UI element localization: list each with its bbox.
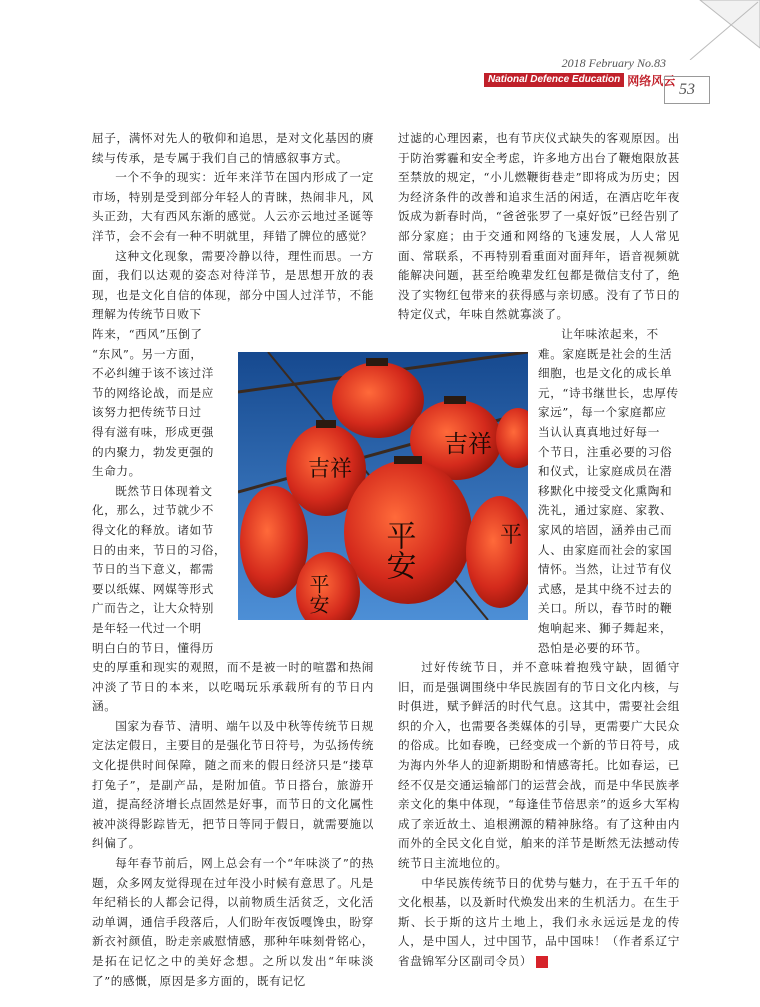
paragraph: 这种文化现象，需要冷静以待，理性而思。一方面，我们以达观的姿态对待洋节，是思想开放的表现，也是文化自信的体现，部分中国人过洋节，不能理解为传统节日败下 xyxy=(92,248,374,322)
lantern-text: 吉祥 xyxy=(444,430,492,458)
text-line: 细胞，也是文化的成长单 xyxy=(538,366,673,381)
author-note: （作者系辽宁省盘锦军分区副司令员） xyxy=(398,934,680,968)
text-line: 和仪式，让家庭成员在潜 xyxy=(538,464,673,479)
text-line: 关口。所以，春节时的鞭 xyxy=(538,601,673,616)
text-line: 家风的培固，涵养由己而 xyxy=(538,522,673,537)
text-line: 节日的当下意义，都需 xyxy=(92,562,214,577)
right-column-bottom xyxy=(398,658,680,972)
paragraph: 史的厚重和现实的观照，而不是被一时的喧嚣和热闹冲淡了节日的本来，以吃喝玩乐承载所有的节日内涵。 xyxy=(92,660,374,714)
text-line: 人、由家庭而社会的家国 xyxy=(538,542,673,557)
end-mark: G xyxy=(536,956,548,968)
left-wrap-text xyxy=(92,325,232,658)
left-column-bottom xyxy=(92,658,374,991)
text-line: 恐怕是必要的环节。 xyxy=(538,640,648,655)
right-column-top xyxy=(398,129,680,325)
text-line: 日的由来，节日的习俗， xyxy=(92,542,227,557)
paragraph: 每年春节前后，网上总会有一个“年味淡了”的热题，众多网友觉得现在过年没小时候有意思了。凡是年纪稍长的人都会记得，以前物质生活贫乏，文化活动单调，通信手段落后，人们盼年夜饭嘎馋虫，盼穿新衣衬颜值，盼走亲戚慰情感，那种年味刻骨铭心，是拓在记忆之中的美好念想。之所以发出“年味淡了”的感慨，原因是多方面的，既有记忆 xyxy=(92,855,374,988)
lantern-text: 平 xyxy=(500,523,523,548)
text-line: 的内聚力，勃发更强的 xyxy=(92,444,214,459)
text-line: 既然节日体现着文 xyxy=(115,483,213,498)
text-line: 式感，是其中绕不过去的 xyxy=(538,581,673,596)
paragraph: 国家为春节、清明、端午以及中秋等传统节日规定法定假日，主要目的是强化节日符号，为弘扬传统文化提供时间保障，随之而来的假日经济只是“搂草打兔子”，是副产品，是附加值。节日搭台，旅游开道，提高经济增长点固然是好事，而节日的文化属性被冲淡得影踪皆无，把节日等同于假日，就需要施以纠偏了。 xyxy=(92,718,374,851)
text-line: 明白白的节日，懂得历 xyxy=(92,640,214,655)
lanterns-photo xyxy=(238,352,528,620)
text-line: 是年轻一代过一个明 xyxy=(92,620,202,635)
text-line: 要以纸媒、网媒等形式 xyxy=(92,581,214,596)
paragraph: 过滤的心理因素，也有节庆仪式缺失的客观原因。出于防治雾霾和安全考虑，许多地方出台了鞭炮限放甚至禁放的规定，“小儿燃鞭街巷走”即将成为历史；因为经济条件的改善和追求生活的闲适，在酒店吃年夜饭成为新春时尚，“爸爸张罗了一桌好饭”已经告别了部分家庭；由于交通和网络的飞速发展，人人常见面、常联系，不再特别看重面对面拜年，语音视频就能解决问题，甚至给晚辈发红包都是微信支付了，绝没了实物红包带来的获得感与亲切感。没有了节日的特定仪式，年味自然就寡淡了。 xyxy=(398,131,680,322)
paragraph: 过好传统节日，并不意味着抱残守缺，固循守旧，而是强调围绕中华民族固有的节日文化内核，与时俱进，赋予鲜活的时代气息。这其中，需要社会组织的介入，也需要各类媒体的引导，更需要广大民众的俗成。比如春晚，已经变成一个新的节日符号，成为海内外华人的迎新期盼和情感寄托。比如春运，已经不仅是交通运输部门的运营会战，而是中华民族孝亲文化的集中体现，“每逢佳节倍思亲”的返乡大军构成了亲近故土、追根溯源的精神脉络。有了这种由内而外的全民文化自觉，舶来的洋节是断然无法撼动传统节日主流地位的。 xyxy=(398,660,680,870)
header-bar xyxy=(484,72,675,88)
text-line: 阵来，“西风”压倒了 xyxy=(92,327,203,341)
text-line: 得有滋有味，形成更强 xyxy=(92,424,214,439)
text-line: 化，那么，过节就少不 xyxy=(92,503,214,518)
column-name: 网络风云 xyxy=(627,73,676,88)
text-line: 广而告之，让大众特别 xyxy=(92,601,214,616)
text-line: 该努力把传统节日过 xyxy=(92,405,202,420)
text-line: 个节日，注重必要的习俗 xyxy=(538,444,673,459)
paragraph-final xyxy=(398,874,680,972)
text-line: 不必纠缠于该不该过洋 xyxy=(92,366,214,381)
paragraph: 一个不争的现实：近年来洋节在国内形成了一定市场，特别是受到部分年轻人的青睐，热闹非凡，风头正劲，大有西风东渐的感觉。人云亦云地过圣诞等洋节，会不会有一种不明就里，拜错了牌位的感觉？ xyxy=(92,170,374,243)
text-line: 节的网络论战，而是应 xyxy=(92,385,214,400)
left-column-top xyxy=(92,129,374,325)
paragraph: 屈子，满怀对先人的敬仰和追思，是对文化基因的赓续与传承，是专属于我们自己的情感叙事方式。 xyxy=(92,131,374,165)
page-curl-decoration xyxy=(0,0,760,60)
lanterns-illustration xyxy=(238,352,528,620)
text-line: “东风”。另一方面， xyxy=(92,346,203,361)
issue-date: 2018 February No.83 xyxy=(561,56,666,70)
lantern-text: 平安 xyxy=(380,520,416,580)
text-line: 让年味浓起来，不 xyxy=(561,327,659,341)
right-wrap-text xyxy=(538,325,680,658)
text-line: 生命力。 xyxy=(92,464,141,479)
text-line: 难。家庭既是社会的生活 xyxy=(538,346,673,361)
text-line: 情怀。当然，让过节有仪 xyxy=(538,562,673,577)
text-line: 当认认真真地过好每一 xyxy=(538,424,660,439)
magazine-name: National Defence Education xyxy=(484,73,624,87)
text-line: 家远”，每一个家庭都应 xyxy=(538,405,667,420)
page-number: 53 xyxy=(664,76,710,104)
text-line: 洗礼，通过家庭、家教、 xyxy=(538,503,673,518)
paragraph-text: 中华民族传统节日的优势与魅力，在于五千年的文化根基，以及新时代焕发出来的生机活力。在生于斯、长于斯的这片土地上，我们永永远远是龙的传人，是中国人，过中国节，品中国味！ xyxy=(398,875,680,949)
text-line: 炮响起来、狮子舞起来， xyxy=(538,620,673,635)
text-line: 移默化中接受文化熏陶和 xyxy=(538,483,673,498)
lantern xyxy=(332,362,424,438)
text-line: 得文化的释放。诸如节 xyxy=(92,522,214,537)
text-line: 元，“诗书继世长，忠厚传 xyxy=(538,385,679,400)
lantern-text: 吉祥 xyxy=(308,457,353,482)
lantern-text: 平安 xyxy=(306,574,330,614)
